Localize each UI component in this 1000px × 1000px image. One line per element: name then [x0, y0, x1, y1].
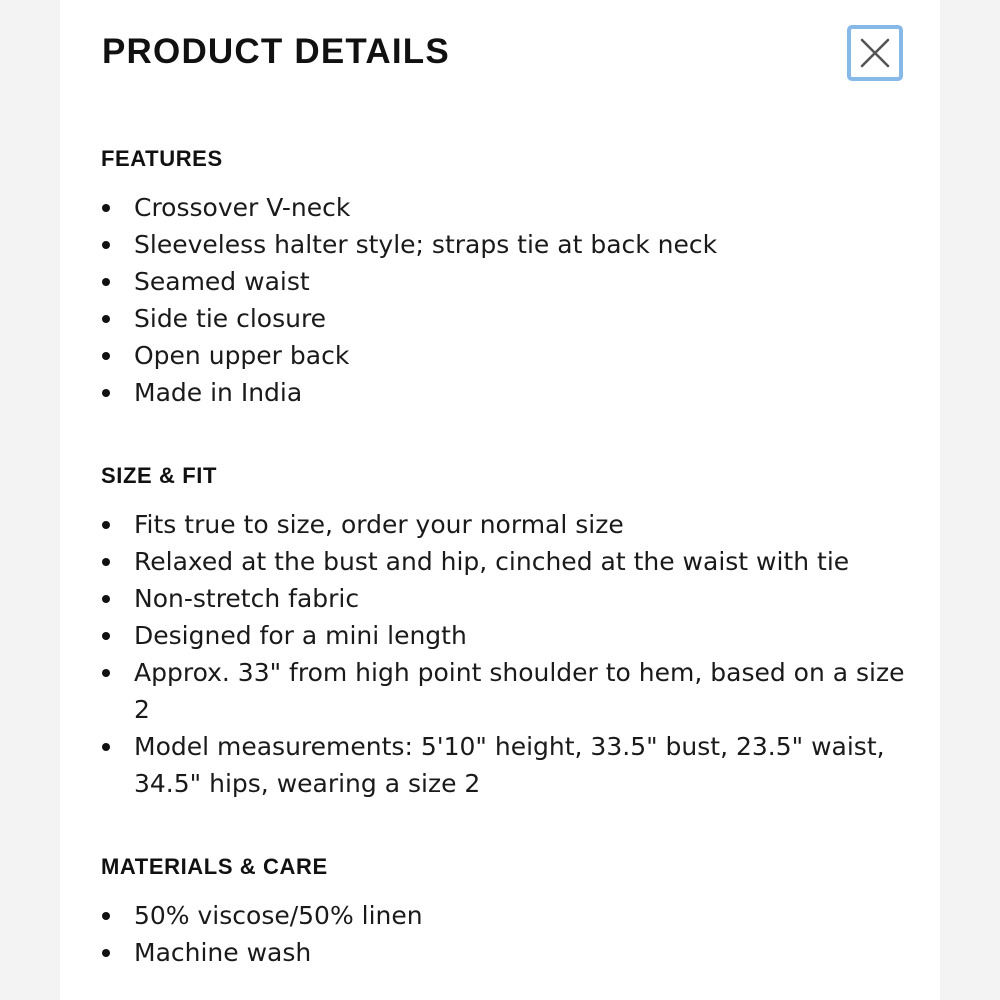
list-item: Relaxed at the bust and hip, cinched at the waist with tie: [101, 543, 921, 580]
list-item: 50% viscose/50% linen: [101, 897, 921, 934]
section-heading-size-fit: SIZE & FIT: [101, 463, 217, 488]
features-list: [101, 189, 921, 411]
size-fit-section: [101, 460, 921, 802]
backdrop-right: [940, 0, 1000, 1000]
list-item: Seamed waist: [101, 263, 921, 300]
backdrop-left: [0, 0, 60, 1000]
section-heading-materials-care: MATERIALS & CARE: [101, 854, 328, 879]
close-x-icon: [859, 37, 891, 69]
list-item: Made in India: [101, 374, 921, 411]
materials-care-list: [101, 897, 921, 971]
size-fit-list: [101, 506, 921, 802]
list-item: Machine wash: [101, 934, 921, 971]
product-details-modal: [60, 0, 940, 1000]
list-item: Crossover V-neck: [101, 189, 921, 226]
list-item: Approx. 33" from high point shoulder to hem, based on a size 2: [101, 654, 921, 728]
materials-care-section: [101, 851, 921, 971]
list-item: Model measurements: 5'10" height, 33.5" bust, 23.5" waist, 34.5" hips, wearing a size 2: [101, 728, 921, 802]
modal-title: PRODUCT DETAILS: [102, 32, 450, 71]
features-section: [101, 143, 921, 411]
modal-content: [101, 143, 921, 971]
list-item: Designed for a mini length: [101, 617, 921, 654]
list-item: Side tie closure: [101, 300, 921, 337]
list-item: Sleeveless halter style; straps tie at back neck: [101, 226, 921, 263]
list-item: Non-stretch fabric: [101, 580, 921, 617]
section-heading-features: FEATURES: [101, 146, 223, 171]
close-button[interactable]: [847, 25, 903, 81]
list-item: Fits true to size, order your normal size: [101, 506, 921, 543]
list-item: Open upper back: [101, 337, 921, 374]
